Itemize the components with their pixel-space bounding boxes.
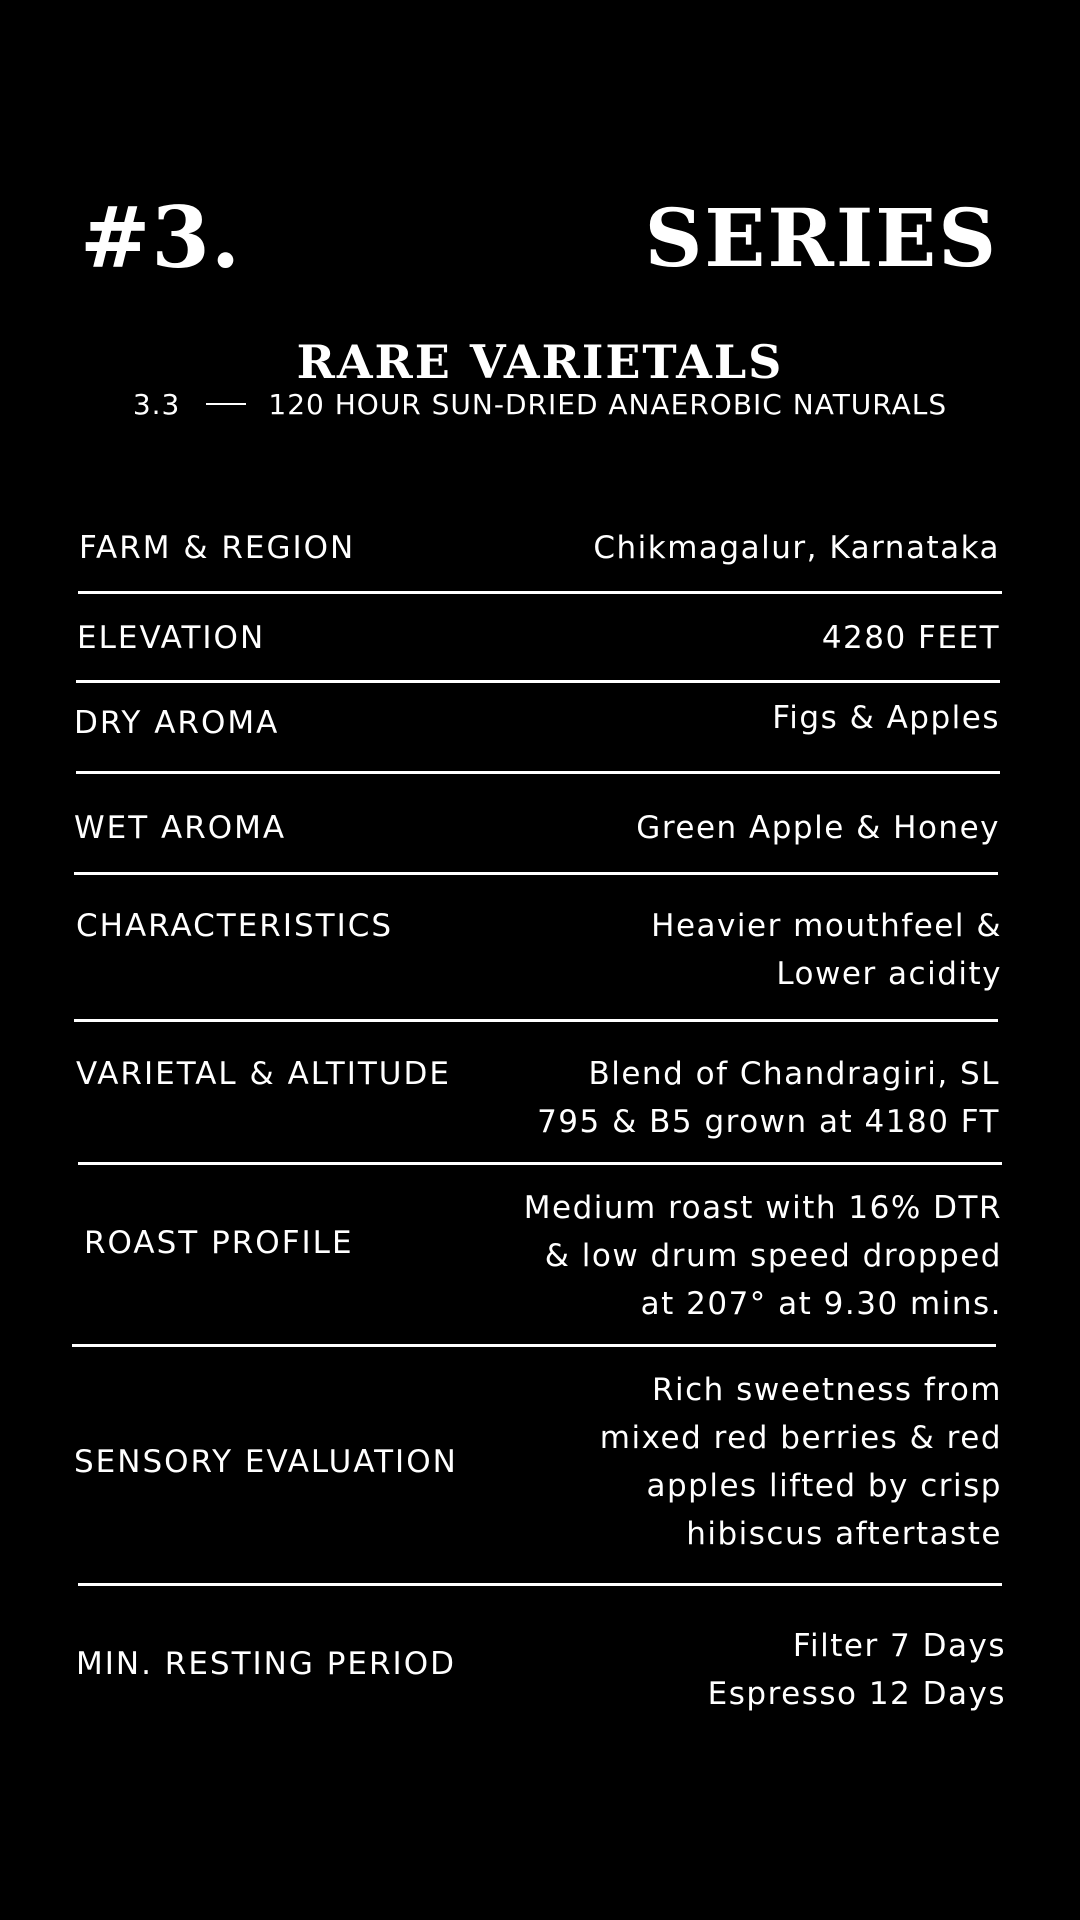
value-line: mixed red berries & red (599, 1420, 1002, 1456)
value-line: Rich sweetness from (651, 1372, 1002, 1408)
elevation-value (822, 614, 1000, 662)
roast-profile-value (524, 1184, 1002, 1328)
value-line: Blend of Chandragiri, SL (588, 1056, 1000, 1092)
value-line: apples lifted by crisp (646, 1468, 1002, 1504)
value-line: hibiscus aftertaste (686, 1516, 1002, 1552)
dry-aroma-value (772, 694, 1000, 742)
roast-profile-label: ROAST PROFILE (84, 1225, 354, 1261)
series-number: #3. (80, 188, 242, 287)
characteristics-value (651, 902, 1002, 998)
row-divider (78, 1583, 1002, 1586)
value-line: Figs & Apples (772, 700, 1000, 736)
value-line: Green Apple & Honey (636, 810, 1000, 846)
value-line: Filter 7 Days (792, 1628, 1006, 1664)
row-divider (72, 1344, 996, 1347)
value-line: at 207° at 9.30 mins. (640, 1286, 1002, 1322)
dash-separator (206, 403, 246, 405)
resting-period-label: MIN. RESTING PERIOD (76, 1646, 456, 1682)
value-line: Lower acidity (776, 956, 1002, 992)
value-line: Espresso 12 Days (707, 1676, 1006, 1712)
farm-region-value (593, 524, 1000, 572)
row-divider (76, 680, 1000, 683)
row-divider (76, 771, 1000, 774)
series-title: SERIES (644, 191, 998, 285)
value-line: Medium roast with 16% DTR (523, 1190, 1002, 1226)
row-divider (74, 872, 998, 875)
resting-period-value (708, 1622, 1006, 1718)
dry-aroma-label: DRY AROMA (74, 705, 280, 741)
elevation-label: ELEVATION (77, 620, 266, 656)
row-divider (78, 1162, 1002, 1165)
farm-region-label: FARM & REGION (79, 530, 356, 566)
value-line: Heavier mouthfeel & (651, 908, 1002, 944)
sensory-evaluation-value (600, 1366, 1002, 1558)
row-divider (78, 591, 1002, 594)
process-description: 120 HOUR SUN-DRIED ANAEROBIC NATURALS (268, 388, 948, 421)
varietal-altitude-label: VARIETAL & ALTITUDE (76, 1056, 451, 1092)
lot-code: 3.3 (132, 388, 181, 421)
value-line: & low drum speed dropped (544, 1238, 1002, 1274)
characteristics-label: CHARACTERISTICS (76, 908, 394, 944)
value-line: Chikmagalur, Karnataka (593, 530, 1000, 566)
wet-aroma-value (636, 804, 1000, 852)
wet-aroma-label: WET AROMA (74, 810, 287, 846)
row-divider (74, 1019, 998, 1022)
value-line: 4280 FEET (821, 620, 1000, 656)
process-tagline (0, 388, 1080, 422)
sensory-evaluation-label: SENSORY EVALUATION (74, 1444, 458, 1480)
varietal-altitude-value (537, 1050, 1000, 1146)
collection-title: RARE VARIETALS (296, 335, 784, 389)
value-line: 795 & B5 grown at 4180 FT (537, 1104, 1000, 1140)
